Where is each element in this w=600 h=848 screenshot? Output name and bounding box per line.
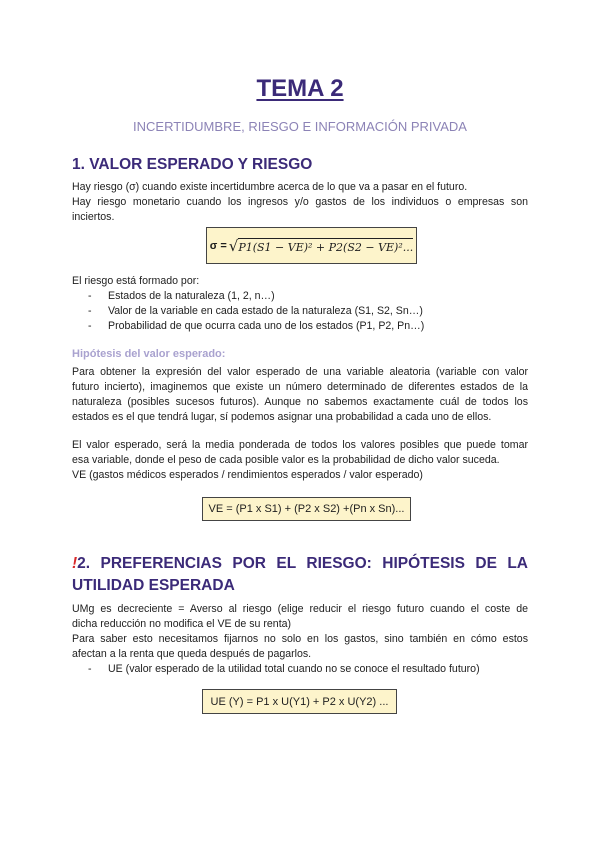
list-dash: -: [88, 290, 92, 302]
paragraph-line: estados es el que tendrá lugar, sí podemos asignar una probabilidad a cada uno de ellos.: [72, 411, 492, 423]
paragraph-line: naturaleza (posibles sucesos futuros). Aunque no sabemos exactamente cuál de todos los: [72, 396, 528, 408]
hypothesis-heading: Hipótesis del valor esperado:: [72, 348, 226, 360]
paragraph-line: Para obtener la expresión del valor esperado de una variable aleatoria (variable con valor: [72, 366, 528, 378]
paragraph-line: VE (gastos médicos esperados / rendimientos esperados / valor esperado): [72, 469, 423, 481]
paragraph-line: futuro incierto), imaginemos que existe un número determinado de diferentes estados de la: [72, 381, 528, 393]
list-item: [88, 289, 424, 304]
risk-intro-text: El riesgo está formado por:: [72, 275, 200, 287]
expected-value-paragraph: [72, 438, 528, 483]
paragraph-line: UMg es decreciente = Averso al riesgo (elige reducir el riesgo futuro cuando el coste de: [72, 603, 528, 615]
hypothesis-paragraph: [72, 365, 528, 425]
intro-line: Hay riesgo monetario cuando los ingresos y/o gastos de los individuos o empresas son: [72, 196, 528, 208]
section-1-heading: 1. VALOR ESPERADO Y RIESGO: [72, 156, 313, 173]
intro-line: Hay riesgo (σ) cuando existe incertidumbre acerca de lo que va a pasar en el futuro.: [72, 181, 468, 193]
paragraph-line: dicha reducción no modifica el VE de su renta): [72, 618, 292, 630]
risk-intro: [72, 274, 528, 289]
paragraph-line: esa variable, donde el peso de cada posible valor es la probabilidad de dicho valor suceda.: [72, 454, 500, 466]
risk-components-list: [88, 289, 424, 334]
page-subtitle: INCERTIDUMBRE, RIESGO E INFORMACIÓN PRIVADA: [133, 119, 467, 134]
utility-list: [88, 662, 480, 677]
section-2-heading-text: 2. PREFERENCIAS POR EL RIESGO: HIPÓTESIS DE LA: [77, 555, 528, 572]
section-2-paragraph: [72, 602, 528, 662]
section-2-heading-line: [72, 553, 528, 575]
list-item-text: Valor de la variable en cada estado de la naturaleza (S1, S2, Sn…): [108, 305, 423, 317]
paragraph-line: afectan a la renta que queda después de pagarlos.: [72, 648, 312, 660]
list-dash: -: [88, 320, 92, 332]
section-2-heading-line: UTILIDAD ESPERADA: [72, 577, 235, 594]
exclamation-icon: !: [72, 555, 78, 572]
sigma-formula-box: [206, 227, 417, 264]
paragraph-line: Para saber esto necesitamos fijarnos no solo en los gastos, sino también en cómo estos: [72, 633, 528, 645]
list-item-text: Probabilidad de que ocurra cada uno de los estados (P1, P2, Pn…): [108, 320, 425, 332]
ve-formula-box: VE = (P1 x S1) + (P2 x S2) +(Pn x Sn)...: [202, 497, 411, 521]
list-dash: -: [88, 305, 92, 317]
list-item-text: UE (valor esperado de la utilidad total cuando no se conoce el resultado futuro): [108, 663, 480, 675]
list-item: [88, 662, 480, 677]
list-dash: -: [88, 663, 92, 675]
list-item: [88, 304, 424, 319]
paragraph-line: El valor esperado, será la media ponderada de todos los valores posibles que puede tomar: [72, 439, 528, 451]
list-item: [88, 319, 424, 334]
sigma-formula-body: P1(S1 − VE)² + P2(S2 − VE)²...: [238, 238, 413, 254]
sigma-formula-lhs: σ =: [209, 239, 227, 252]
page-title: TEMA 2: [256, 75, 344, 102]
section-2-heading: [72, 553, 528, 597]
section-1-intro: [72, 180, 528, 225]
sqrt-sign: √: [228, 236, 239, 255]
list-item-text: Estados de la naturaleza (1, 2, n…): [108, 290, 275, 302]
ue-formula-box: UE (Y) = P1 x U(Y1) + P2 x U(Y2) ...: [202, 689, 397, 714]
intro-line: inciertos.: [72, 211, 115, 223]
